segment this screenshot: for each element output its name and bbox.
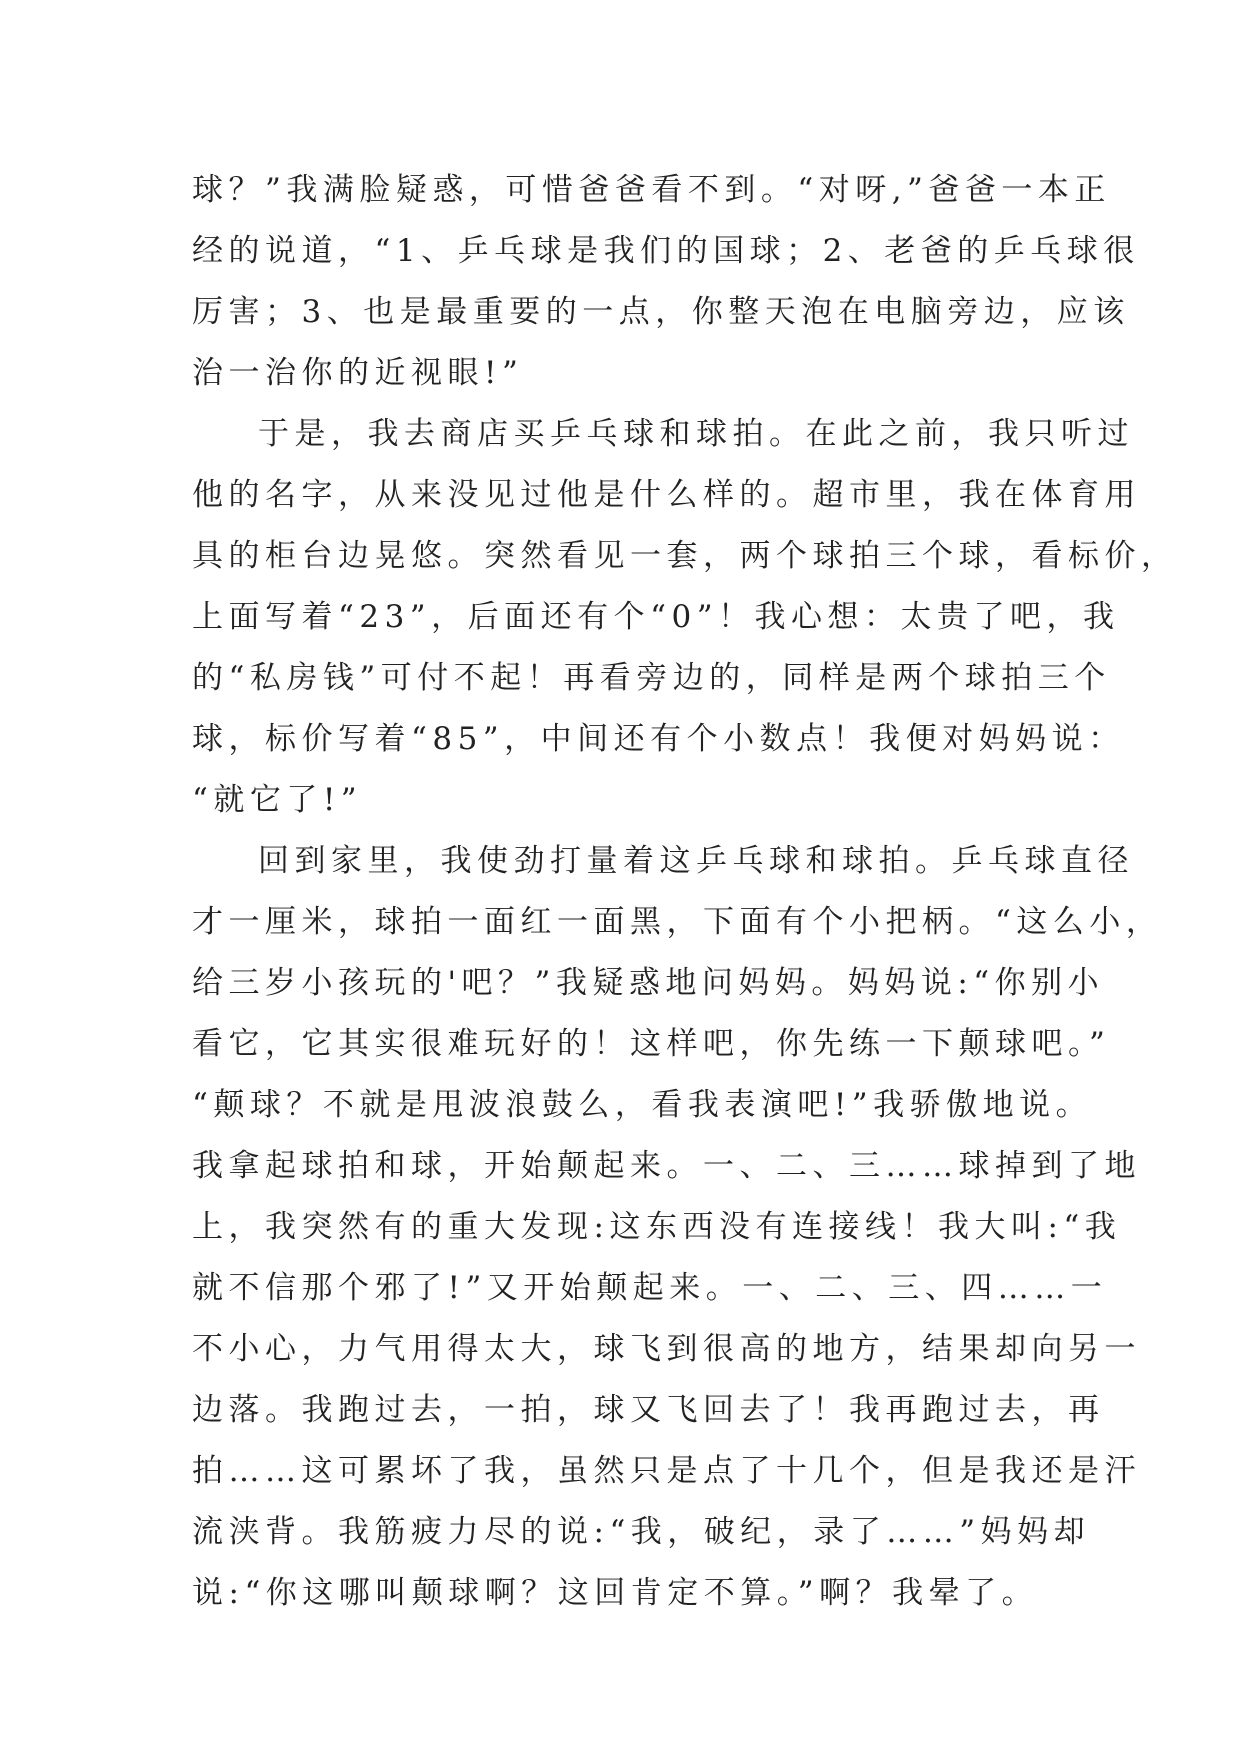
text-line: 就不信那个邪了!”又开始颠起来。一、二、三、四……一 xyxy=(192,1270,1108,1306)
paragraph-first-line: 于是，我去商店买乒乓球和球拍。在此之前，我只听过 xyxy=(258,416,1134,452)
text-line: 的“私房钱”可付不起！再看旁边的，同样是两个球拍三个 xyxy=(192,660,1111,696)
text-line: 上，我突然有的重大发现:这东西没有连接线！我大叫:“我 xyxy=(192,1209,1122,1245)
paragraph-first-line: 回到家里，我使劲打量着这乒乓球和球拍。乒乓球直径 xyxy=(258,843,1134,879)
text-line: 不小心，力气用得太大，球飞到很高的地方，结果却向另一 xyxy=(192,1331,1141,1367)
text-line: 流浃背。我筋疲力尽的说:“我，破纪，录了……”妈妈却 xyxy=(192,1514,1091,1550)
text-line: 边落。我跑过去，一拍，球又飞回去了！我再跑过去，再 xyxy=(192,1392,1105,1428)
text-line: 我拿起球拍和球，开始颠起来。一、二、三……球掉到了地 xyxy=(192,1148,1141,1184)
text-line: 说:“你这哪叫颠球啊？这回肯定不算。”啊？我晕了。 xyxy=(192,1575,1039,1611)
document-body xyxy=(192,160,1178,1624)
text-line: “就它了!” xyxy=(192,782,363,818)
text-line: 球？”我满脸疑惑，可惜爸爸看不到。“对呀,”爸爸一本正 xyxy=(192,172,1111,208)
text-line: 看它，它其实很难玩好的！这样吧，你先练一下颠球吧。” xyxy=(192,1026,1111,1062)
text-line: 拍……这可累坏了我，虽然只是点了十几个，但是我还是汗 xyxy=(192,1453,1141,1489)
text-line: 厉害；3、也是最重要的一点，你整天泡在电脑旁边，应该 xyxy=(192,294,1130,330)
text-line: “颠球？不就是甩波浪鼓么，看我表演吧!”我骄傲地说。 xyxy=(192,1087,1093,1123)
text-line: 治一治你的近视眼!” xyxy=(192,355,524,391)
text-line: 给三岁小孩玩的'吧？”我疑惑地问妈妈。妈妈说:“你别小 xyxy=(192,965,1105,1001)
text-line: 才一厘米，球拍一面红一面黑，下面有个小把柄。“这么小， xyxy=(192,904,1163,940)
text-line: 他的名字，从来没见过他是什么样的。超市里，我在体育用 xyxy=(192,477,1141,513)
text-line: 经的说道，“1、乒乓球是我们的国球；2、老爸的乒乓球很 xyxy=(192,233,1140,269)
text-line: 具的柜台边晃悠。突然看见一套，两个球拍三个球，看标价， xyxy=(192,538,1178,574)
text-line: 上面写着“23”，后面还有个“0”！我心想：太贵了吧，我 xyxy=(192,599,1120,635)
text-line: 球，标价写着“85”，中间还有个小数点！我便对妈妈说： xyxy=(192,721,1125,757)
